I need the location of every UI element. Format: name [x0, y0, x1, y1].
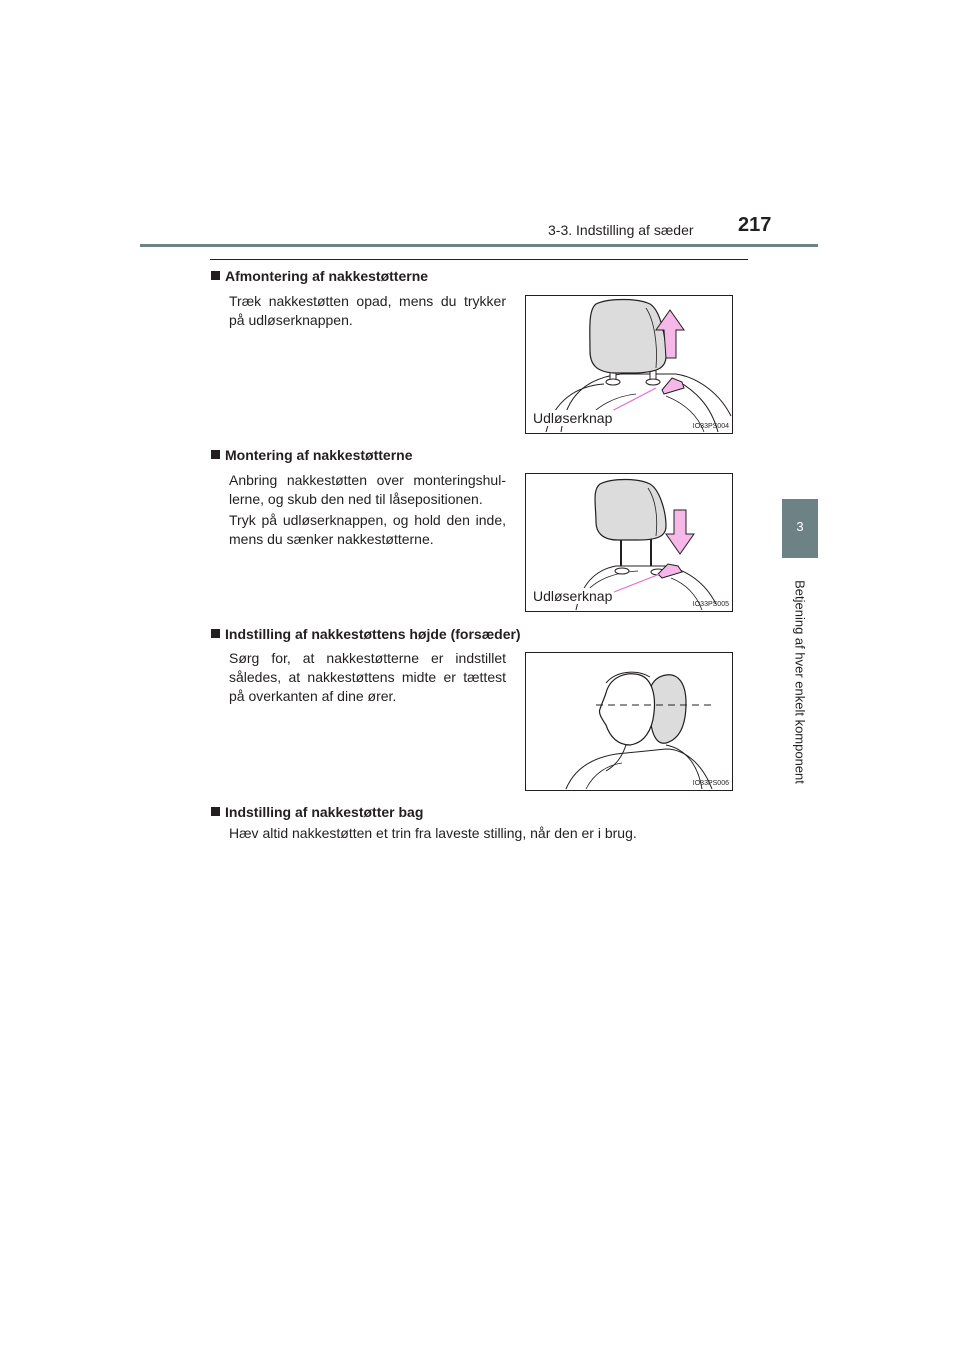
- headrest-height-illustration: [526, 653, 732, 790]
- header-section-title: 3-3. Indstilling af sæder: [548, 222, 694, 238]
- header-rule: [140, 244, 818, 247]
- front-height-instructions: Sørg for, at nakkestøtterne er indstillet således, at nakkestøttens midte er tættest på overkanten af dine ører.: [229, 650, 506, 704]
- square-bullet-icon: [211, 450, 220, 459]
- section-heading-rear: Indstilling af nakkestøtter bag: [211, 804, 423, 820]
- figure-code: IO33PS006: [692, 780, 729, 787]
- figure-code: IO33PS004: [692, 423, 729, 430]
- release-button-label: Udløserknap: [533, 588, 613, 604]
- rear-instructions: Hæv altid nakkestøtten et trin fra laveste stilling, når den er i brug.: [229, 825, 637, 841]
- figure-headrest-removal: [525, 295, 733, 434]
- section-heading-front-height: Indstilling af nakkestøttens højde (forsæder): [211, 626, 521, 642]
- figure-headrest-height: [525, 652, 733, 791]
- section-divider: [210, 259, 748, 260]
- installation-instructions-1: Anbring nakkestøtten over monteringshul-lerne, og skub den ned til låsepositionen.: [229, 472, 506, 507]
- square-bullet-icon: [211, 629, 220, 638]
- chapter-number: 3: [796, 519, 804, 534]
- section-heading-removal: Afmontering af nakkestøtterne: [211, 268, 428, 284]
- figure-headrest-installation: [525, 473, 733, 612]
- page-number: 217: [738, 214, 772, 236]
- removal-instructions: Træk nakkestøtten opad, mens du trykker på udløserknappen.: [229, 293, 506, 328]
- square-bullet-icon: [211, 807, 220, 816]
- chapter-tab: [782, 499, 818, 558]
- installation-instructions-2: Tryk på udløserknappen, og hold den inde, mens du sænker nakkestøtterne.: [229, 512, 506, 547]
- release-button-label: Udløserknap: [533, 410, 613, 426]
- chapter-title: Betjening af hver enkelt komponent: [792, 580, 808, 784]
- square-bullet-icon: [211, 271, 220, 280]
- section-heading-installation: Montering af nakkestøtterne: [211, 447, 412, 463]
- figure-code: IO33PS005: [692, 601, 729, 608]
